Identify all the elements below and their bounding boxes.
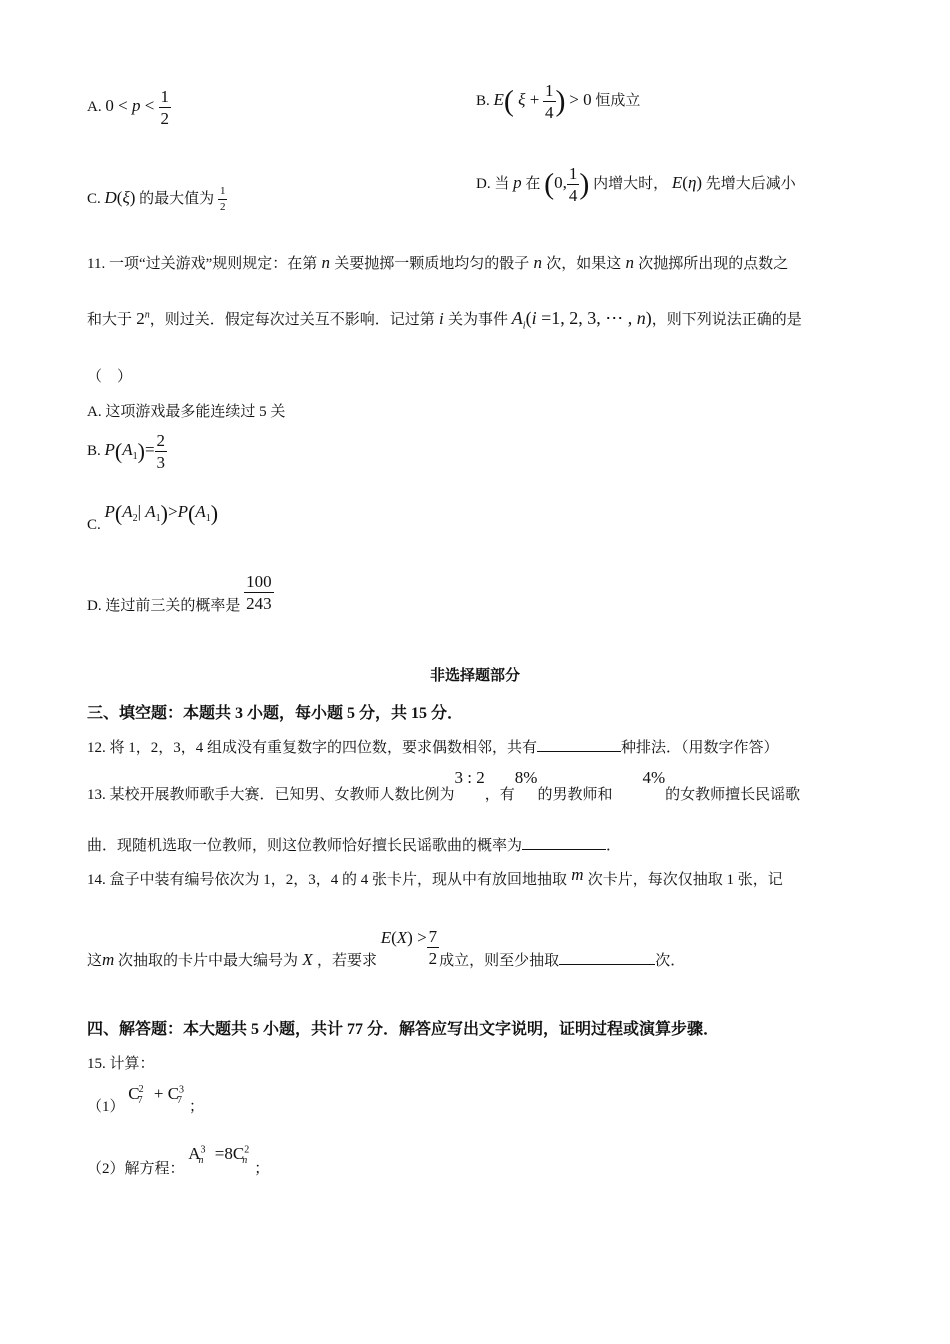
- part-label: （1）: [87, 1099, 125, 1115]
- option-d-in: 在: [525, 175, 541, 192]
- q13-text: 的女教师擅长民谣歌: [665, 787, 801, 803]
- q15-part-1: [87, 1084, 205, 1116]
- q11-text: 次抛掷所出现的点数之: [638, 256, 789, 272]
- answer-blank: [537, 737, 621, 752]
- q11-text: 次，如果这: [546, 256, 622, 272]
- q12-text: 12. 将 1，2，3，4 组成没有重复数字的四位数，要求偶数相邻，共有: [87, 740, 538, 756]
- q14-line-1: 14. 盒子中装有编号依次为 1，2，3，4 的 4 张卡片，现从中有放回地抽取 m 次卡片，每次仅抽取 1 张，记: [87, 865, 783, 888]
- q13-percent-female: 4%: [642, 768, 666, 787]
- fraction-numerator: 7: [428, 927, 438, 947]
- q10-option-b: [476, 82, 640, 121]
- q11-option-d: [87, 573, 274, 615]
- q11-text: 11. 一项“过关游戏”规则规定：在第: [87, 256, 318, 272]
- option-d-fraction: [244, 573, 274, 612]
- option-a-formula: 0 < p < $\frac{1}{2}$: [105, 87, 170, 128]
- q13-line-2: [87, 834, 621, 855]
- part-label: （2）解方程：: [87, 1161, 185, 1177]
- section-nonchoice-title: 非选择题部分: [429, 668, 520, 684]
- q14-text: 这: [87, 953, 103, 969]
- q11-text: 关为事件: [448, 312, 509, 328]
- q15-title: 15. 计算：: [87, 1056, 155, 1072]
- q13-ratio: 3 : 2: [454, 768, 485, 787]
- option-d-suffix: 内增大时，: [593, 175, 669, 192]
- q11-line-2: 和大于 2$^n$，则过关．假定每次过关互不影响．记过第 i 关为事件 $A_i(i =1$, 2, 3, ⋯ , n)，则下列说法正确的是: [87, 308, 802, 332]
- option-b-label: B.: [87, 442, 101, 459]
- q12: [87, 736, 779, 757]
- option-d-interval: (0, $\frac{1}{4}$ ): [544, 164, 590, 205]
- q13-text: 的男教师和: [537, 787, 613, 803]
- q11-option-b: [87, 432, 167, 471]
- q11-event-formula: $A_i(i =1$, 2, 3, ⋯ , n): [511, 308, 652, 332]
- q14-text: ，若要求: [316, 953, 377, 969]
- option-c-formula: $P(A_2|$ $A_1)>P(A_1)$: [104, 500, 219, 526]
- answer-blank: [522, 835, 606, 850]
- fraction-denominator: 243: [246, 594, 272, 613]
- q11-answer-paren: （ ）: [87, 369, 133, 385]
- q15-part-2-formula: $A^3_n =8C^2_n$: [188, 1144, 250, 1167]
- answer-blank: [559, 950, 655, 965]
- option-c-label: C.: [87, 190, 101, 207]
- q13-text: ，有: [484, 787, 515, 803]
- option-d-label: D. 当: [476, 175, 510, 192]
- q11-text: ，则过关．假定每次过关互不影响．记过第: [149, 312, 435, 328]
- q11-line-1: 11. 一项“过关游戏”规则规定：在第 n 关要抛掷一颗质地均匀的骰子 n 次，如果这 n 次抛掷所出现的点数之: [87, 253, 789, 272]
- q11-text: ，则下列说法正确的是: [651, 312, 802, 328]
- q13-text: 13. 某校开展教师歌手大赛．已知男、女教师人数比例为: [87, 787, 455, 803]
- q14-text: 次卡片，每次仅抽取 1 张，记: [587, 872, 783, 888]
- q13-percent-male: 8%: [514, 768, 538, 787]
- option-b-formula: $P(A_1)=$ $\frac{2}{3}$: [104, 431, 166, 472]
- q14-text: 次抽取的卡片中最大编号为: [118, 953, 299, 969]
- q12-text: 种排法．（用数字作答）: [621, 740, 779, 756]
- q14-line-2: 这m 次抽取的卡片中最大编号为 X ，若要求 E(X) > $\frac{7}{2}$ 成立，则至少抽取 次．: [87, 927, 686, 969]
- part-end: ；: [189, 1099, 205, 1115]
- q14-text: 成立，则至少抽取: [439, 953, 560, 969]
- option-d-end: 先增大后减小: [705, 175, 796, 192]
- option-b-label: B.: [476, 92, 490, 109]
- part-end: ；: [254, 1161, 270, 1177]
- q14-text: 次．: [655, 953, 686, 969]
- option-c-formula: D(ξ): [104, 187, 136, 207]
- q11-text: 关要抛掷一颗质地均匀的骰子: [334, 256, 530, 272]
- option-d-text: D. 连过前三关的概率是: [87, 597, 241, 614]
- option-b-formula: E( ξ + $\frac{1}{4}$ ) > 0: [493, 81, 592, 122]
- q11-text: 和大于: [87, 312, 133, 328]
- q10-option-c: [87, 186, 227, 213]
- option-a-label: A.: [87, 98, 102, 115]
- q13-text: 曲．现随机选取一位教师，则这位教师恰好擅长民谣歌曲的概率为: [87, 838, 523, 854]
- q14-text: 14. 盒子中装有编号依次为 1，2，3，4 的 4 张卡片，现从中有放回地抽取: [87, 872, 568, 888]
- q11-option-c: [87, 500, 219, 537]
- section-4-heading: 四、解答题：本大题共 5 小题，共计 77 分．解答应写出文字说明，证明过程或演算步骤．: [87, 1021, 720, 1038]
- q10-option-d: [476, 165, 796, 204]
- q15-part-2: [87, 1144, 270, 1178]
- fraction-numerator: 100: [246, 572, 272, 591]
- option-d-expectation: E(η): [671, 172, 703, 192]
- section-3-heading: 三、填空题：本题共 3 小题，每小题 5 分，共 15 分．: [87, 705, 464, 722]
- q14-fraction: [427, 928, 440, 967]
- q10-option-a: [87, 88, 171, 127]
- option-c-text: 的最大值为: [139, 190, 215, 207]
- q11-option-a: A. 这项游戏最多能连续过 5 关: [87, 404, 286, 420]
- option-c-value: $\frac{1}{2}$: [219, 185, 226, 213]
- q14-condition-formula: E(X) >: [380, 928, 427, 947]
- option-b-suffix: 恒成立: [595, 92, 641, 109]
- q13-line-1: [87, 768, 800, 804]
- q15-part-1-formula: $C^2_7 + C^3_7$: [128, 1084, 185, 1107]
- option-c-label: C.: [87, 517, 101, 533]
- q13-text: ．: [606, 838, 622, 854]
- fraction-denominator: 2: [428, 949, 438, 969]
- option-d-var-p: p: [513, 172, 522, 192]
